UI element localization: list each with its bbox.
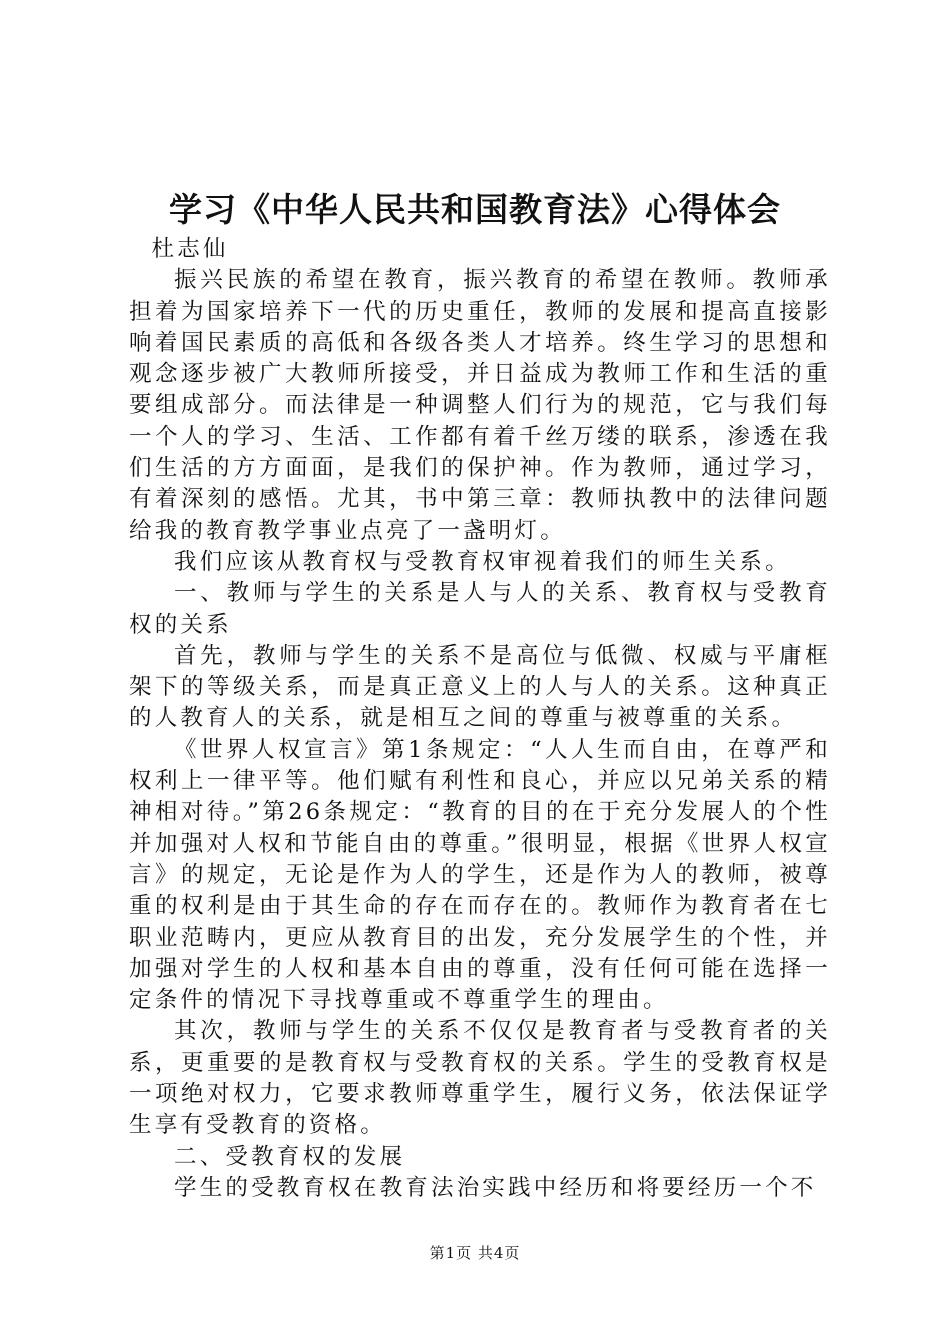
document-body — [129, 234, 831, 1204]
paragraph-intro: 振兴民族的希望在教育，振兴教育的希望在教师。教师承担着为国家培养下一代的历史重任，教师的发展和提高直接影响着国民素质的高低和各级各类人才培养。终生学习的思想和观念逐步被广大教师所接受，并日益成为教师工作和生活的重要组成部分。而法律是一种调整人们行为的规范，它与我们每一个人的学习、生活、工作都有着千丝万缕的联系，渗透在我们生活的方方面面，是我们的保护神。作为教师，通过学习，有着深刻的感悟。尤其，书中第三章：教师执教中的法律问题给我的教育教学事业点亮了一盏明灯。 — [129, 267, 831, 544]
paragraph-perspective: 我们应该从教育权与受教育权审视着我们的师生关系。 — [174, 548, 791, 575]
author-name: 杜志仙 — [151, 236, 229, 262]
section-heading-2: 二、受教育权的发展 — [174, 1143, 406, 1170]
paragraph-declaration: 《世界人权宣言》第1条规定：“人人生而自由，在尊严和权利上一律平等。他们赋有利性和良心，并应以兄弟关系的精神相对待。”第26条规定：“教育的目的在于充分发展人的个性并加强对人权和节能自由的尊重。”很明显，根据《世界人权宣言》的规定，无论是作为人的学生，还是作为人的教师，被尊重的权利是由于其生命的存在而存在的。教师作为教育者在七职业范畴内，更应从教育目的出发，充分发展学生的个性，并加强对学生的人权和基本自由的尊重，没有任何可能在选择一定条件的情况下寻找尊重或不尊重学生的理由。 — [129, 736, 831, 1014]
page-footer: 第1页 共4页 — [429, 1244, 521, 1262]
document-title: 学习《中华人民共和国教育法》心得体会 — [169, 190, 781, 229]
section-heading-1: 一、教师与学生的关系是人与人的关系、教育权与受教育权的关系 — [129, 580, 831, 638]
paragraph-second: 其次，教师与学生的关系不仅仅是教育者与受教育者的关系，更重要的是教育权与受教育权的关系。学生的受教育权是一项绝对权力，它要求教师尊重学生，履行义务，依法保证学生享有受教育的资格。 — [129, 1018, 831, 1139]
paragraph-development: 学生的受教育权在教育法治实践中经历和将要经历一个不 — [174, 1174, 817, 1201]
paragraph-first: 首先，教师与学生的关系不是高位与低微、权威与平庸框架下的等级关系，而是真正意义上的人与人的关系。这种真正的人教育人的关系，就是相互之间的尊重与被尊重的关系。 — [129, 642, 831, 732]
